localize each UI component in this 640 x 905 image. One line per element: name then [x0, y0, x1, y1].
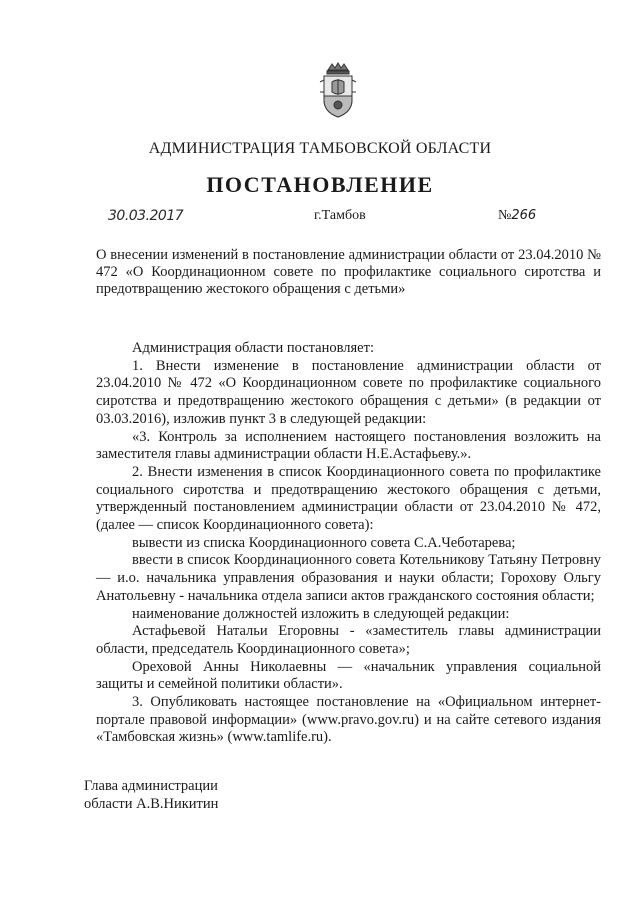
number-value: 266: [511, 208, 537, 223]
document-date: 30.03.2017: [108, 208, 184, 224]
paragraph: наименование должностей изложить в следующей редакции:: [132, 605, 510, 622]
document-city: г.Тамбов: [314, 208, 366, 223]
paragraph: 1. Внести изменение в постановление администрации области от 23.04.2010 № 472 «О Координационном совете по профилактике социального сиротства и предотвращению жестокого обращения с детьми» (в редакции от 03.03.2016), изложив пункт 3 в следующей редакции:: [96, 357, 601, 427]
signature-line-2: области А.В.Никитин: [84, 795, 219, 812]
paragraph: 2. Внести изменения в список Координационного совета по профилактике социального сиротства и предотвращению жестокого обращения с детьми, утвержденный постановлением администрации области от 23.04.2010 № 472, (далее — список Координационного совета):: [96, 463, 601, 534]
paragraph: Администрация области постановляет:: [132, 340, 374, 356]
document-title: О внесении изменений в постановление администрации области от 23.04.2010 № 472 «О Координационном совете по профилактике социального сиротства и предотвращению жестокого обращения с детьми»: [96, 247, 601, 297]
paragraph: 3. Опубликовать настоящее постановление на «Официальном интернет-портале правовой информации» (www.pravo.gov.ru) и на сайте сетевого издания «Тамбовская жизнь» (www.tamlife.ru).: [96, 694, 601, 746]
paragraph: «3. Контроль за исполнением настоящего постановления возложить на заместителя главы администрации области Н.Е.Астафьеву.».: [96, 428, 601, 463]
number-prefix: №: [498, 208, 512, 223]
paragraph: вывести из списка Координационного совета С.А.Чеботарева;: [132, 534, 516, 551]
document-type: ПОСТАНОВЛЕНИЕ: [206, 172, 434, 197]
tambov-coat-of-arms-icon: [318, 62, 358, 120]
document-body: [96, 340, 601, 747]
document-number: [498, 208, 536, 224]
paragraph: ввести в список Координационного совета Котельникову Татьяну Петровну — и.о. начальника управления образования и науки области; Горохову Ольгу Анатольевну - начальника отдела записи актов гражданского состояния области;: [96, 552, 601, 604]
paragraph: Астафьевой Натальи Егоровны - «заместитель главы администрации области, председатель Координационного совета»;: [96, 623, 601, 657]
organization-name: АДМИНИСТРАЦИЯ ТАМБОВСКОЙ ОБЛАСТИ: [148, 140, 492, 157]
paragraph: Ореховой Анны Николаевны — «начальник управления социальной защиты и семейной политики области».: [96, 658, 601, 693]
signature-line-1: Глава администрации: [84, 778, 218, 794]
signature-block: [84, 778, 218, 813]
